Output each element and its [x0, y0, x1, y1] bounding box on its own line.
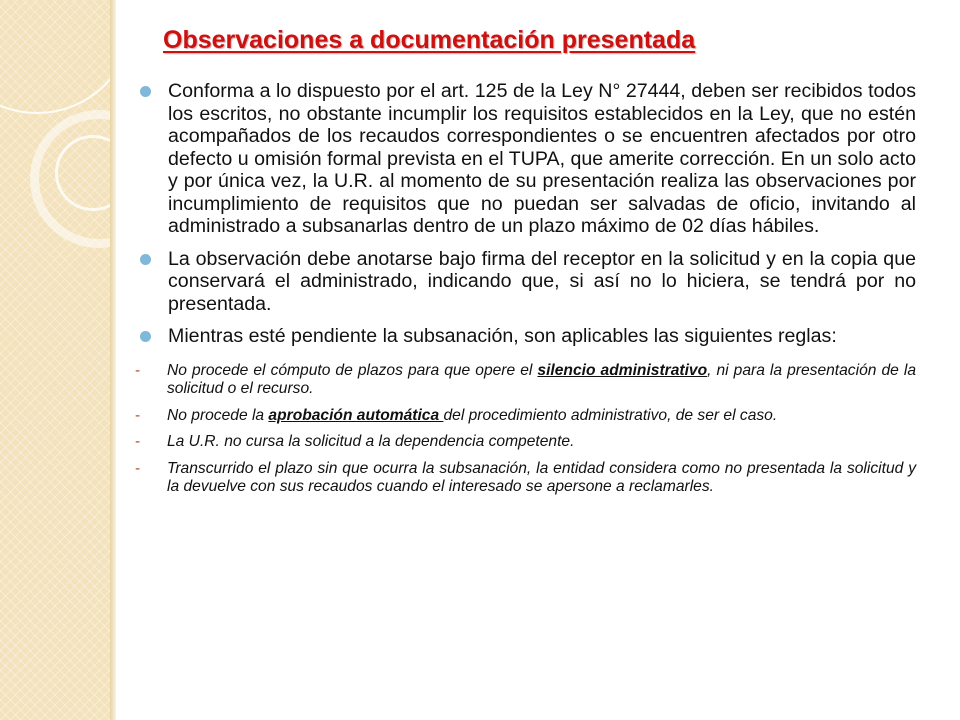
rule-emphasis: aprobación automática: [268, 406, 444, 424]
bullet-item: [130, 325, 916, 348]
rule-item: [130, 362, 916, 399]
slide-title: Observaciones a documentación presentada: [163, 26, 696, 54]
rule-text: Transcurrido el plazo sin que ocurra la subsanación, la entidad considera como no presentada la solicitud y la devuelve con sus recaudos cuando el interesado se apersone a reclamarles.: [167, 459, 916, 495]
bullet-item: [130, 80, 916, 238]
sidebar-edge: [110, 0, 116, 720]
rule-text-before: No procede la: [167, 406, 269, 424]
decorative-sidebar: [0, 0, 110, 720]
rule-text-after: , ni para la presentación de la solicitud o el recurso.: [167, 361, 916, 397]
dash-icon: -: [135, 361, 141, 379]
dash-icon: -: [135, 459, 141, 477]
rule-item: [130, 433, 916, 452]
bullet-dot-icon: [140, 254, 151, 265]
dash-icon: -: [135, 433, 141, 450]
bullet-dot-icon: [140, 86, 151, 97]
bullet-text: La observación debe anotarse bajo firma del receptor en la solicitud y en la copia que conservará el administrado, indicando que, si así no lo hiciera, se tendrá por no presentada.: [168, 247, 916, 315]
rule-emphasis: silencio administrativo: [537, 361, 708, 379]
bullet-text: Conforma a lo dispuesto por el art. 125 de la Ley N° 27444, deben ser recibidos todos los escritos, no obstante incumplir los requisitos establecidos en la Ley, que no estén acompañados de los recaudos correspondientes o se encuentren afectados por otro defecto u omisión formal prevista en el TUPA, que amerite corrección. En un solo acto y por única vez, la U.R. al momento de su presentación realiza las observaciones por incumplimiento de requisitos que no puedan ser salvadas de oficio, invitando al administrado a subsanarlas dentro de un plazo máximo de 02 días hábiles.: [168, 80, 916, 237]
bullet-item: [130, 248, 916, 316]
rule-text-before: No procede el cómputo de plazos para que opere el: [167, 361, 538, 379]
rule-text: La U.R. no cursa la solicitud a la dependencia competente.: [167, 433, 575, 450]
bullet-dot-icon: [140, 331, 151, 342]
rule-text-after: del procedimiento administrativo, de ser el caso.: [443, 406, 778, 424]
decorative-ring: [0, 0, 110, 114]
bullet-text: Mientras esté pendiente la subsanación, son aplicables las siguientes reglas:: [168, 325, 837, 347]
rule-item: [130, 407, 916, 426]
dash-icon: -: [135, 406, 141, 424]
rule-item: [130, 460, 916, 497]
slide-content: [130, 80, 916, 505]
